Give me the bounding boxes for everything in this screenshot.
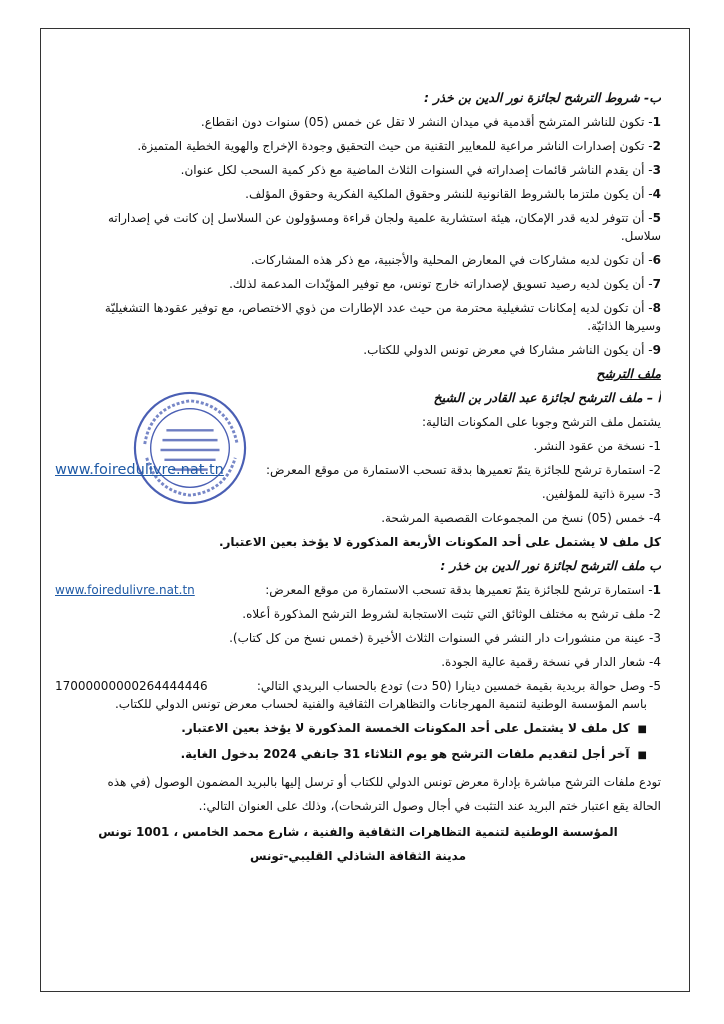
condition-8-continuation: وسيرها الذاتيّة. <box>587 319 661 333</box>
closing-line-1: تودع ملفات الترشح مباشرة بإدارة معرض تونس الدولي للكتاب أو ترسل إليها بالبريد المضمون الوصول (في هذه <box>107 775 661 789</box>
part-b-item-1: 1- استمارة ترشح للجائزة يتمّ تعميرها بدقة تسحب الاستمارة من موقع المعرض: www.foiredulivre.nat.tn <box>55 583 661 597</box>
foiredulivre-link[interactable]: www.foiredulivre.nat.tn <box>55 462 224 478</box>
condition-3: 3- أن يقدم الناشر قائمات إصداراته في السنوات الثلاث الماضية مع ذكر كمية السحب لكل عنوان. <box>180 163 661 177</box>
file-title: ملف الترشح <box>596 366 661 381</box>
document-body <box>55 89 661 865</box>
condition-9: 9- أن يكون الناشر مشاركا في معرض تونس الدولي للكتاب. <box>363 343 661 357</box>
condition-2: 2- تكون إصدارات الناشر مراعية للمعايير التقنية من حيث التحقيق وجودة الإخراج والهوية الخطية المتميزة. <box>137 139 661 153</box>
part-b-item-5: 5- وصل حوالة بريدية بقيمة خمسين دينارا (50 دت) تودع بالحساب البريدي التالي: 17000000000264444446 <box>55 679 661 693</box>
condition-7: 7- أن يكون لديه رصيد تسويق لإصداراته خارج تونس، مع توفير المؤيّدات المدعمة لذلك. <box>229 277 661 291</box>
part-a-item-2: 2- استمارة ترشح للجائزة يتمّ تعميرها بدقة تسحب الاستمارة من موقع المعرض: www.foiredulivre.nat.tn <box>55 462 661 478</box>
part-a-item-1: 1- نسخة من عقود النشر. <box>533 439 661 453</box>
condition-8: 8- أن تكون لديه إمكانات تشغيلية محترمة من حيث عدد الإطارات من ذوي الاختصاص، مع توفير عقودها التشغيليّة <box>104 301 661 315</box>
part-b-item-5-continuation: باسم المؤسسة الوطنية لتنمية المهرجانات والتظاهرات الثقافية والفنية لحساب معرض تونس الدولي للكتاب. <box>114 697 647 711</box>
part-b-item-4: 4- شعار الدار في نسخة رقمية عالية الجودة. <box>441 655 661 669</box>
foiredulivre-link-2[interactable]: www.foiredulivre.nat.tn <box>55 583 195 597</box>
condition-4: 4- أن يكون ملتزما بالشروط القانونية للنشر وحقوق الملكية الفكرية وحقوق المؤلف. <box>245 187 661 201</box>
part-a-intro: يشتمل ملف الترشح وجوبا على المكونات التالية: <box>421 415 661 429</box>
conditions-list <box>55 113 661 359</box>
closing-line-2: الحالة يقع اعتبار ختم البريد عند التثبت في أجال وصول الترشحات)، وذلك على العنوان التالي:. <box>198 799 661 813</box>
part-a-item-3: 3- سيرة ذاتية للمؤلفين. <box>541 487 661 501</box>
part-a-item-4: 4- خمس (05) نسخ من المجموعات القصصية المرشحة. <box>381 511 661 525</box>
part-a-warning: كل ملف لا يشتمل على أحد المكونات الأربعة المذكورة لا يؤخذ بعين الاعتبار. <box>218 535 661 549</box>
address-line-1: المؤسسة الوطنية لتنمية التظاهرات الثقافية والفنية ، شارع محمد الخامس ، 1001 تونس <box>98 825 618 839</box>
part-b-bullet-2: ■آخر أجل لتقديم ملفات الترشح هو يوم الثلاثاء 31 جانفي 2024 بدخول الغاية. <box>55 745 661 765</box>
part-b-item-3: 3- عينة من منشورات دار النشر في السنوات الثلاث الأخيرة (خمس نسخ من كل كتاب). <box>229 631 661 645</box>
condition-1: 1- تكون للناشر المترشح أقدمية في ميدان النشر لا تقل عن خمس (05) سنوات دون انقطاع. <box>200 115 661 129</box>
part-b-bullet-1: ■كل ملف لا يشتمل على أحد المكونات الخمسة المذكورة لا يؤخذ بعين الاعتبار. <box>55 719 661 739</box>
section-b-title: ب- شروط الترشح لجائزة نور الدين بن خذر : <box>424 90 661 105</box>
condition-5: 5- أن تتوفر لديه قدر الإمكان، هيئة استشارية علمية ولجان قراءة ومسؤولون عن السلاسل إن كانت في إصداراته <box>107 211 661 225</box>
address-line-2: مدينة الثقافة الشاذلي القليبي-تونس <box>249 849 467 863</box>
part-b-title: ب ملف الترشح لجائزة نور الدين بن خذر : <box>440 558 661 573</box>
part-a-title: أ – ملف الترشح لجائزة عبد القادر بن الشيخ <box>433 390 661 405</box>
part-b-item-2: 2- ملف ترشح به مختلف الوثائق التي تثبت الاستجابة لشروط الترشح المذكورة أعلاه. <box>242 607 661 621</box>
condition-6: 6- أن تكون لديه مشاركات في المعارض المحلية والأجنبية، مع ذكر هذه المشاركات. <box>250 253 661 267</box>
document-page <box>40 28 690 992</box>
condition-5-continuation: سلاسل. <box>620 229 661 243</box>
square-bullet-icon: ■ <box>637 750 647 761</box>
square-bullet-icon: ■ <box>637 724 647 735</box>
postal-account-number: 17000000000264444446 <box>55 679 208 693</box>
